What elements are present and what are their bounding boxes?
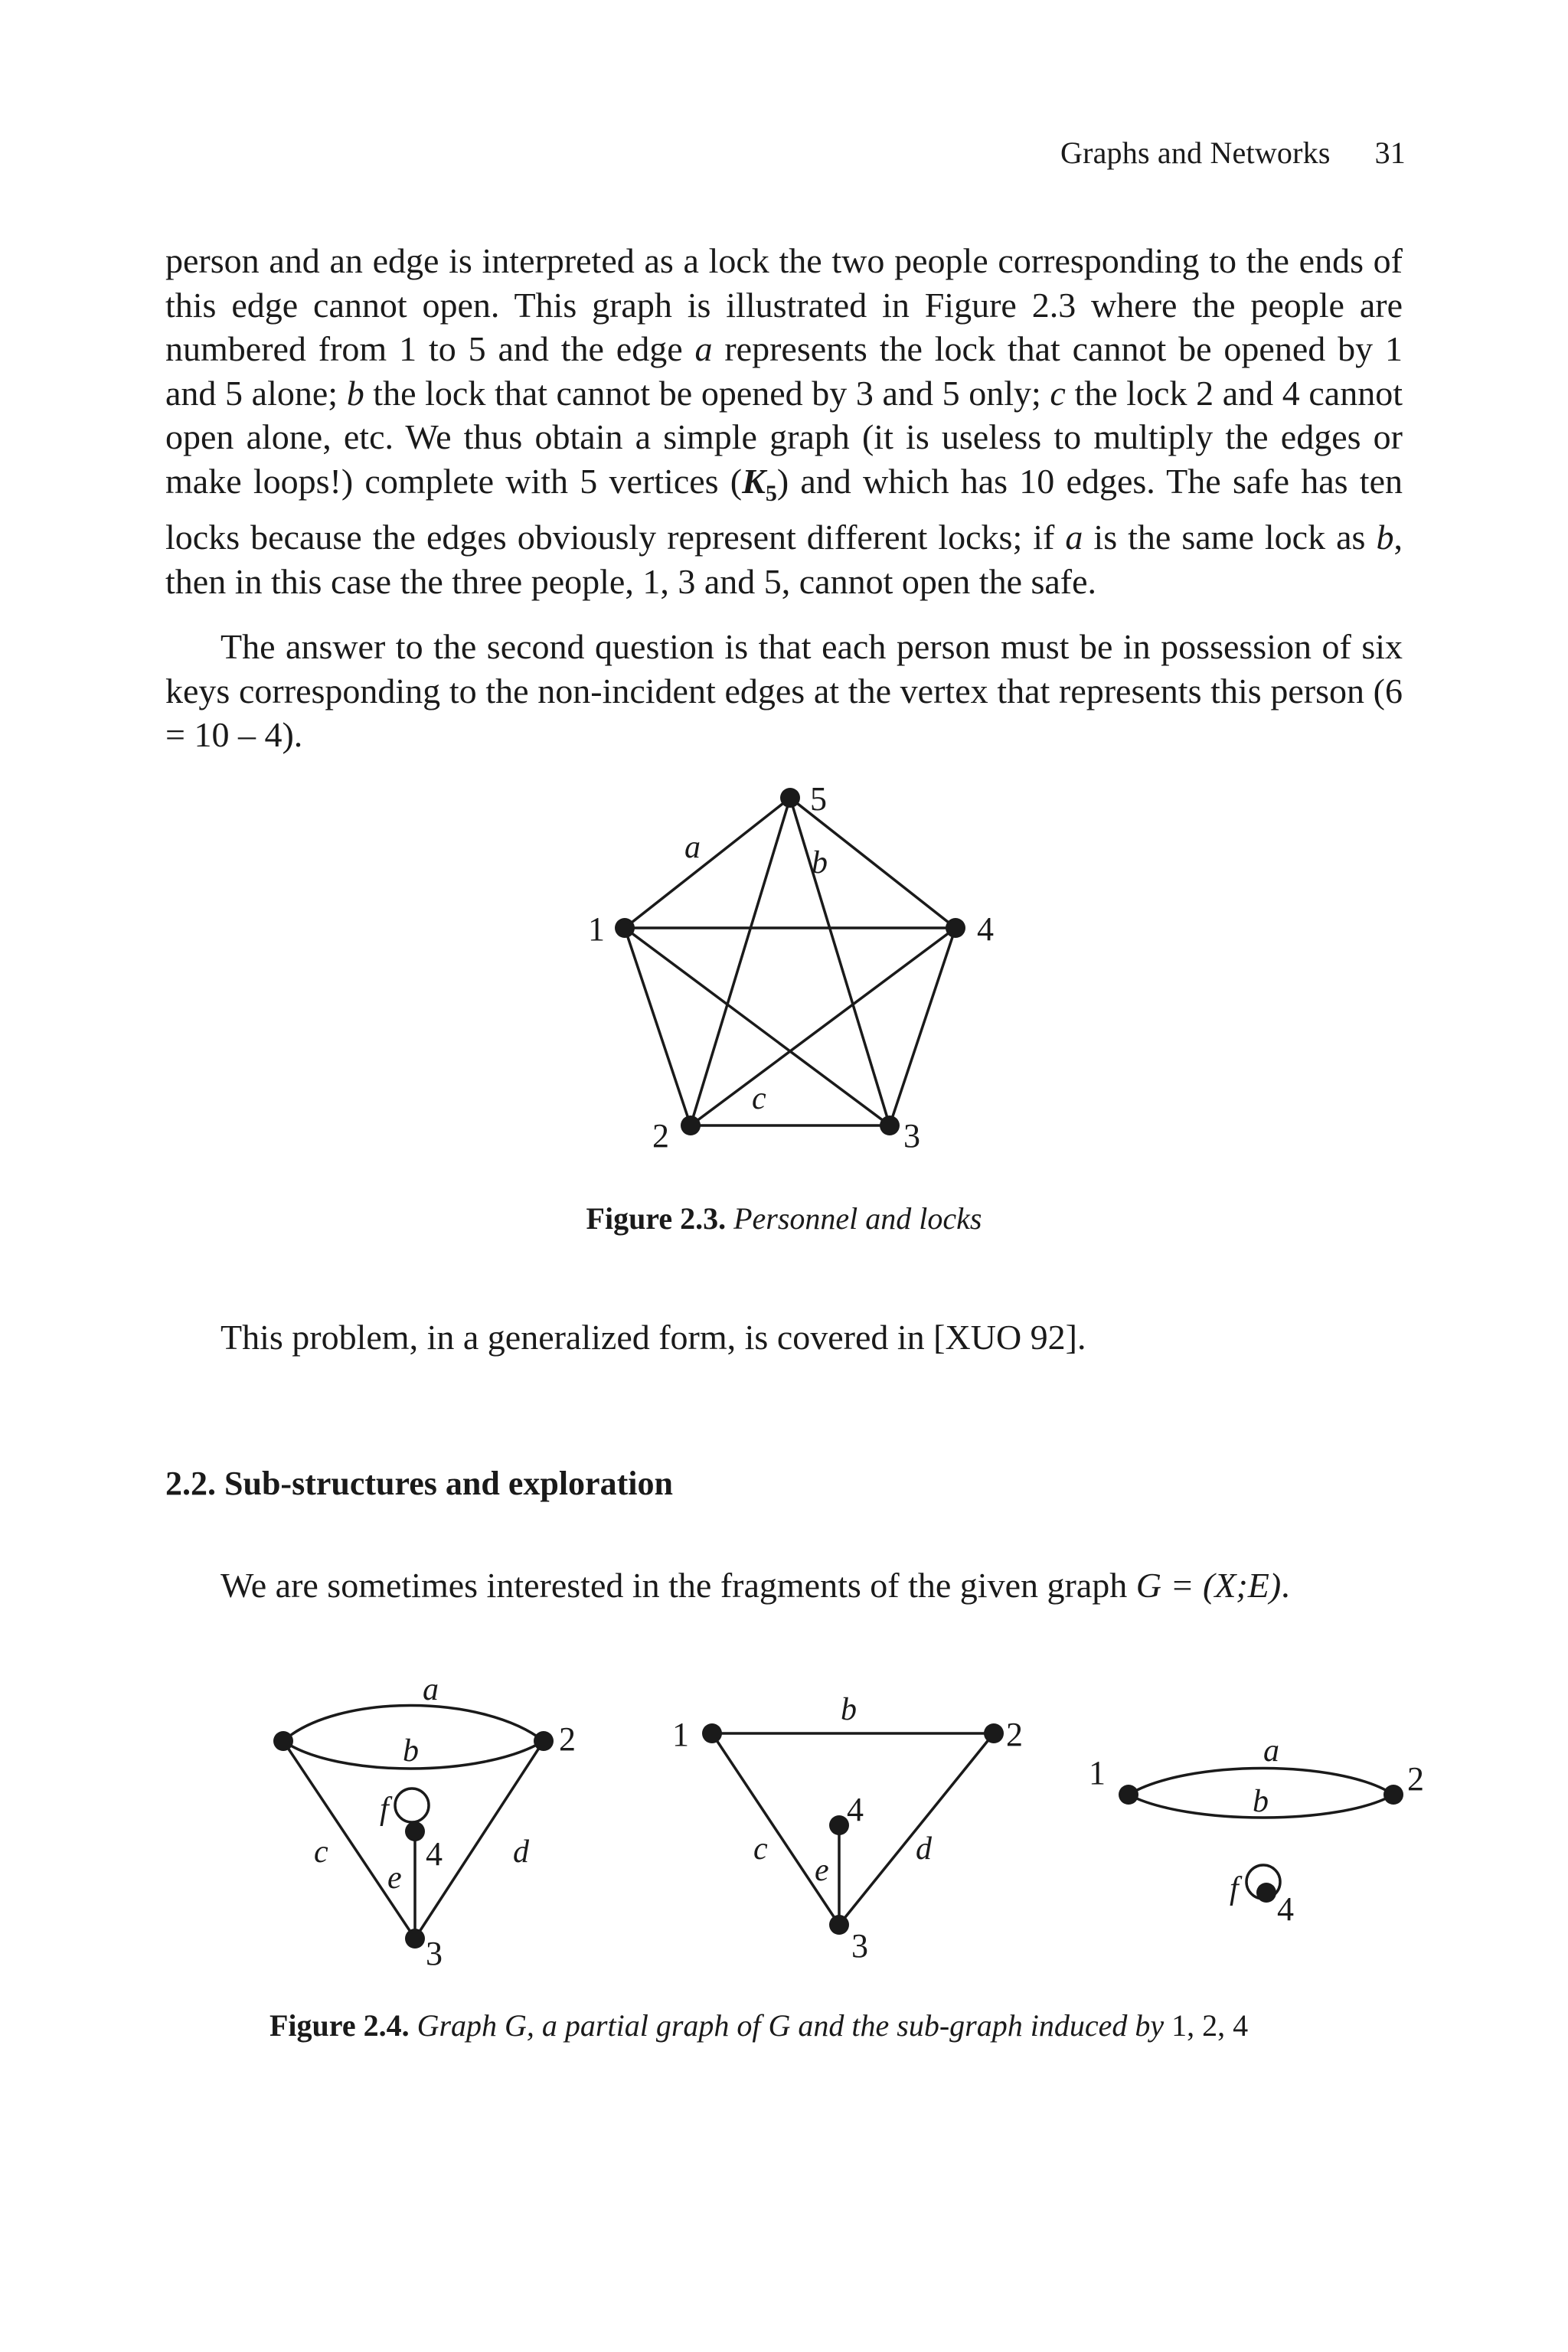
edge-1-2 — [625, 928, 691, 1125]
vertex-label-3: 3 — [903, 1117, 920, 1155]
graph-label: 1 — [672, 1716, 689, 1753]
figure-2-3-k5-graph — [582, 773, 1011, 1187]
graph-label: b — [403, 1733, 419, 1769]
vertex-4 — [946, 918, 965, 938]
graph-label: 4 — [847, 1791, 864, 1828]
graph-g — [273, 1677, 576, 1972]
graph-label: f — [380, 1792, 389, 1827]
paragraph-fragments: We are sometimes interested in the fragments of the given graph G = (X;E). — [220, 1566, 1290, 1605]
graph-element — [588, 780, 994, 1155]
edge-label-b: b — [812, 845, 828, 880]
graph-label: 2 — [559, 1720, 576, 1758]
g2-edge-d — [839, 1733, 994, 1925]
vertex-label-1: 1 — [588, 910, 605, 948]
running-head-title: Graphs and Networks — [1060, 136, 1331, 170]
graph-element — [1119, 1785, 1138, 1805]
figure-2-4-graphs — [253, 1677, 1462, 1975]
graph-label: e — [387, 1860, 402, 1896]
graph-element — [712, 1733, 994, 1925]
edge-label-c: c — [752, 1081, 766, 1116]
vertex-1 — [615, 918, 635, 938]
vertex-2 — [681, 1116, 701, 1135]
graph-element — [1089, 1754, 1424, 1928]
paragraph-locks: person and an edge is interpreted as a lock the two people corresponding to the ends of this edge cannot open. This graph is illustrated in Figure 2.3 where the people are numbered from 1 to 5 and the edge a represents the lock that cannot be opened by 1 and 5 alone; b the lock that cannot be opened by 3 and 5 only; c the lock 2 and 4 cannot open alone, etc. We thus obtain a simple graph (it is useless to multiply the edges or make loops!) complete with 5 vertices $(K_5)$ and which has 10 edges. The safe has ten locks because the edges obviously represent different locks; if a is the same lock as b, then in this case the three people, 1, 3 and 5, cannot open the safe. — [165, 241, 1403, 601]
page-number: 31 — [1374, 136, 1406, 170]
vertex-label-4: 4 — [977, 910, 994, 948]
edge-5-2 — [691, 798, 790, 1125]
figure-2-4-caption: Figure 2.4. Graph G, a partial graph of G and the sub-graph induced by 1, 2, 4 — [270, 2008, 1249, 2043]
graph-label: 2 — [1407, 1760, 1424, 1798]
graph-label: d — [916, 1831, 932, 1867]
graph-label: c — [753, 1831, 768, 1867]
graph-element — [405, 1821, 425, 1841]
figure-2-3-caption: Figure 2.3. Personnel and locks — [586, 1201, 982, 1236]
graph-element — [1383, 1785, 1403, 1805]
graph-label: 3 — [426, 1935, 443, 1972]
graph-label: a — [423, 1677, 439, 1707]
graph-label: c — [314, 1834, 328, 1870]
g1-edge-c — [283, 1741, 415, 1939]
paragraph-generalized: This problem, in a generalized form, is covered in [XUO 92]. — [220, 1318, 1086, 1357]
partial-graph — [672, 1692, 1023, 1965]
vertex-label-2: 2 — [652, 1117, 669, 1155]
g1-loop-f — [395, 1788, 429, 1822]
edge-5-3 — [790, 798, 890, 1125]
section-heading: 2.2. Sub-structures and exploration — [165, 1465, 673, 1502]
edge-5-1 — [625, 798, 790, 928]
graph-label: 1 — [1089, 1754, 1106, 1792]
graph-label: 4 — [426, 1835, 443, 1873]
graph-element — [1256, 1883, 1276, 1903]
running-head — [1060, 135, 1406, 171]
graph-element — [625, 798, 956, 1125]
graph-element — [273, 1731, 293, 1751]
paragraph-keys: The answer to the second question is that each person must be in possession of six keys corresponding to the non-incident edges at the vertex that represents this person (6 = 10 – 4). — [165, 627, 1403, 754]
graph-label: 4 — [1277, 1890, 1294, 1928]
edge-label-a: a — [684, 830, 701, 865]
g2-edge-c — [712, 1733, 839, 1925]
graph-element — [615, 788, 965, 1135]
edge-4-3 — [890, 928, 956, 1125]
graph-element — [405, 1929, 425, 1949]
graph-element — [702, 1723, 722, 1743]
graph-element — [753, 1692, 933, 1888]
graph-label: b — [1253, 1784, 1269, 1819]
graph-element — [702, 1723, 1004, 1935]
graph-label: e — [815, 1853, 829, 1888]
graph-element — [314, 1677, 530, 1896]
vertex-3 — [880, 1116, 900, 1135]
graph-label: f — [1230, 1871, 1239, 1906]
graph-label: a — [1263, 1733, 1279, 1769]
graph-label: b — [841, 1692, 857, 1727]
vertex-5 — [780, 788, 800, 808]
vertex-label-5: 5 — [810, 780, 827, 818]
graph-element — [984, 1723, 1004, 1743]
induced-subgraph — [1089, 1733, 1424, 1928]
graph-element — [1230, 1733, 1279, 1906]
edge-4-2 — [691, 928, 956, 1125]
graph-label: 3 — [851, 1927, 868, 1965]
graph-element — [829, 1915, 849, 1935]
graph-label: d — [513, 1834, 529, 1870]
graph-element — [534, 1731, 554, 1751]
graph-label: 2 — [1006, 1716, 1023, 1753]
